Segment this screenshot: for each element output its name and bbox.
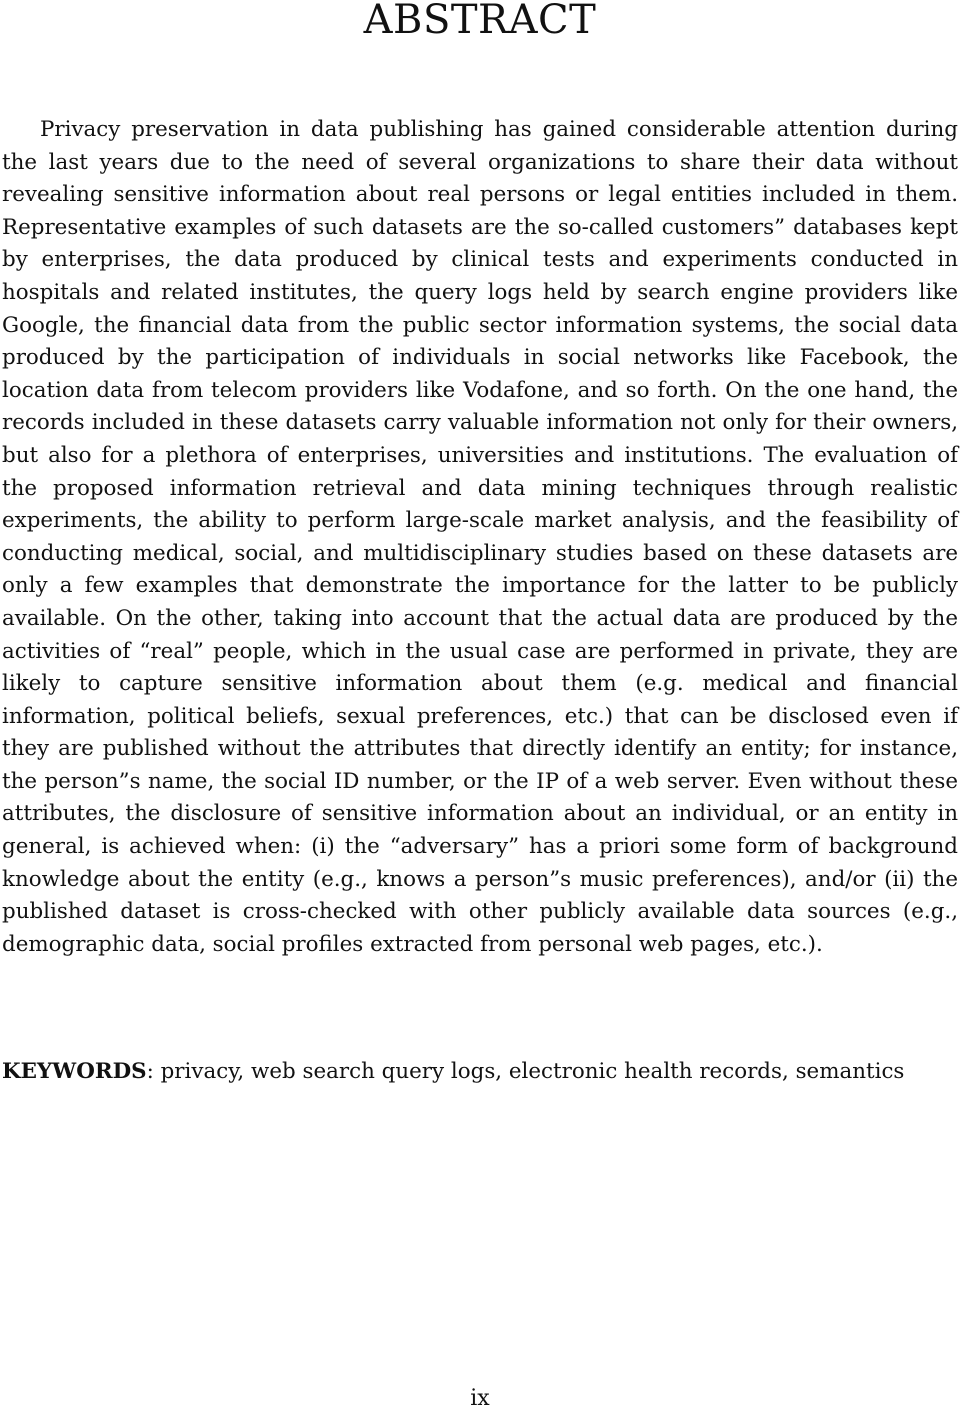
keywords-line bbox=[2, 1056, 960, 1088]
keywords-text: : privacy, web search query logs, electronic health records, semantics bbox=[146, 1059, 905, 1084]
abstract-paragraph: Privacy preservation in data publishing has gained considerable attention during the last years due to the need of several organizations to share their data without revealing sensitive information about real persons or legal entities included in them. Representative examples of such datasets are the so-called customers” databases kept by enterprises, the data produced by clinical tests and experiments conducted in hospitals and related institutes, the query logs held by search engine providers like Google, the financial data from the public sector information systems, the social data produced by the participation of individuals in social networks like Facebook, the location data from telecom providers like Vodafone, and so forth. On the one hand, the records included in these datasets carry valuable information not only for their owners, but also for a plethora of enterprises, universities and institutions. The evaluation of the proposed information retrieval and data mining techniques through realistic experiments, the ability to perform large-scale market analysis, and the feasibility of conducting medical, social, and multidisciplinary studies based on these datasets are only a few examples that demonstrate the importance for the latter to be publicly available. On the other, taking into account that the actual data are produced by the activities of “real” people, which in the usual case are performed in private, they are likely to capture sensitive information about them (e.g. medical and financial information, political beliefs, sexual preferences, etc.) that can be disclosed even if they are published without the attributes that directly identify an entity; for instance, the person”s name, the social ID number, or the IP of a web server. Even without these attributes, the disclosure of sensitive information about an individual, or an entity in general, is achieved when: (i) the “adversary” has a priori some form of background knowledge about the entity (e.g., knows a person”s music preferences), and/or (ii) the published dataset is cross-checked with other publicly available data sources (e.g., demographic data, social profiles extracted from personal web pages, etc.). bbox=[2, 117, 958, 957]
keywords-label: KEYWORDS bbox=[2, 1059, 147, 1084]
page-title: ABSTRACT bbox=[363, 0, 597, 43]
page-number: ix bbox=[470, 1386, 490, 1411]
